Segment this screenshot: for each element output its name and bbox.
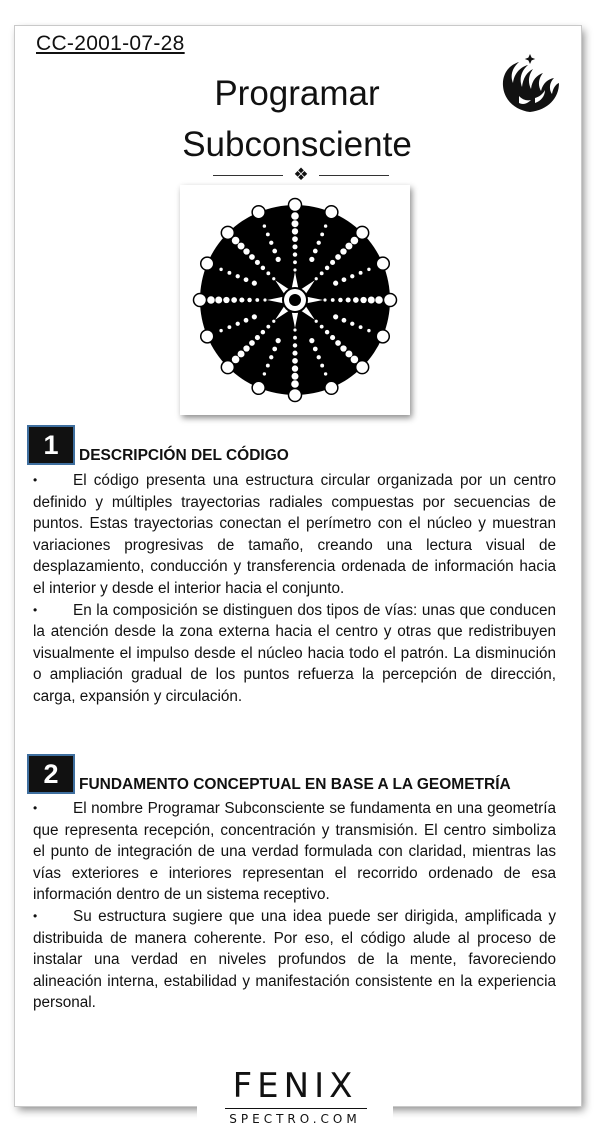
mandala-ray-dot — [236, 322, 240, 326]
section-1-body — [33, 470, 556, 708]
mandala-ray-dot — [309, 338, 314, 343]
mandala-ray-dot — [239, 297, 244, 302]
mandala-ray-dot — [325, 266, 329, 270]
mandala-ray-dot — [263, 298, 266, 301]
phoenix-logo-icon — [497, 48, 563, 118]
mandala-ray-dot — [292, 228, 298, 234]
mandala-ray-dot — [263, 224, 266, 227]
mandala-ray-dot — [292, 244, 297, 249]
mandala-ray-dot — [292, 351, 297, 356]
section-1-title: DESCRIPCIÓN DEL CÓDIGO — [79, 447, 289, 464]
mandala-ray-dot — [335, 340, 341, 346]
mandala-ray-dot — [292, 373, 299, 380]
mandala-ray-dot — [243, 345, 249, 351]
mandala-ray-dot — [340, 345, 346, 351]
mandala-ray-dot — [244, 277, 249, 282]
mandala-ray-dot — [261, 330, 265, 334]
mandala-ray-dot — [325, 330, 329, 334]
mandala-ray-dot — [272, 320, 275, 323]
mandala-ray-dot — [351, 237, 359, 245]
mandala-ray-dot — [317, 241, 321, 245]
mandala-ray-dot — [351, 356, 359, 364]
mandala-ray-dot — [238, 350, 245, 357]
mandala-rim-dot — [289, 389, 302, 402]
mandala-ray-dot — [313, 347, 318, 352]
mandala-ray-dot — [309, 257, 314, 262]
ornament-diamond-icon: ❖ — [293, 165, 309, 184]
mandala-ray-dot — [238, 243, 245, 250]
page-title-line-2: Subconsciente — [182, 125, 412, 164]
title-ornament — [213, 167, 389, 185]
mandala-ray-dot — [272, 249, 277, 254]
section-1-paragraph — [33, 470, 556, 600]
mandala-ray-dot — [272, 277, 275, 280]
mandala-rim-dot — [325, 381, 338, 394]
mandala-ray-dot — [266, 364, 270, 368]
mandala-ray-dot — [359, 271, 363, 275]
mandala-ray-dot — [269, 241, 273, 245]
mandala-ray-dot — [333, 314, 338, 319]
mandala-ray-dot — [292, 220, 299, 227]
footer-brand-domain: SPECTRO.COM — [229, 1112, 361, 1126]
mandala-rim-dot — [289, 199, 302, 212]
mandala-ray-dot — [345, 350, 352, 357]
mandala-ray-dot — [249, 340, 255, 346]
mandala-ray-dot — [223, 297, 229, 303]
mandala-rim-dot — [384, 294, 397, 307]
mandala-ray-dot — [342, 277, 347, 282]
mandala-ray-dot — [293, 260, 297, 264]
mandala-ray-dot — [276, 338, 281, 343]
mandala-ray-dot — [269, 355, 273, 359]
mandala-ray-dot — [243, 248, 249, 254]
footer-brand-rule — [225, 1108, 367, 1109]
mandala-ray-dot — [207, 296, 215, 304]
mandala-ray-dot — [293, 252, 297, 256]
mandala-ray-dot — [335, 254, 341, 260]
paragraph-text: En la composición se distinguen dos tipos de vías: unas que conducen la atención desde la zona externa hacia el centro y otras que redistribuyen visualmente el impulso desde el núcleo hacia todo el patrón. La disminución o ampliación gradual de los puntos refuerza la percepción de dirección, carga, expansión y circulación. — [33, 601, 556, 705]
mandala-ray-dot — [320, 271, 324, 275]
mandala-ray-dot — [244, 318, 249, 323]
mandala-center-dot — [289, 294, 301, 306]
mandala-ray-dot — [249, 254, 255, 260]
mandala-ray-dot — [330, 335, 335, 340]
mandala-rim-dot — [325, 206, 338, 219]
mandala-ray-dot — [324, 224, 327, 227]
mandala-ray-dot — [292, 365, 298, 371]
mandala-rim-dot — [201, 330, 214, 343]
mandala-ray-dot — [227, 271, 231, 275]
mandala-ray-dot — [375, 296, 383, 304]
mandala-rim-dot — [376, 330, 389, 343]
mandala-ray-dot — [255, 260, 260, 265]
mandala-ray-dot — [291, 380, 299, 388]
mandala-ray-dot — [247, 298, 251, 302]
mandala-ray-dot — [232, 356, 240, 364]
mandala-rim-dot — [252, 206, 265, 219]
section-2-header — [27, 754, 587, 794]
mandala-ray-dot — [350, 322, 354, 326]
mandala-ray-dot — [293, 336, 297, 340]
bullet-icon: • — [33, 801, 38, 815]
mandala-ray-dot — [345, 243, 352, 250]
section-1-paragraph — [33, 600, 556, 708]
mandala-image — [180, 185, 410, 415]
mandala-ray-dot — [340, 248, 346, 254]
mandala-ray-dot — [353, 297, 359, 303]
bullet-icon: • — [33, 602, 38, 617]
mandala-ray-dot — [252, 281, 257, 286]
mandala-ray-dot — [215, 297, 222, 304]
paragraph-text: El nombre Programar Subconsciente se fundamenta en una geometría que representa recepción, concentración y transmisión. El centro simboliza el punto de integración de una verdad formulada con claridad, mientras las vías exteriores e interiores representan el recorrido ordenado de esa información dentro de un sistema receptivo. — [33, 800, 556, 904]
mandala-ray-dot — [324, 372, 327, 375]
mandala-ray-dot — [252, 314, 257, 319]
code-id: CC-2001-07-28 — [36, 32, 185, 55]
mandala-rim-dot — [194, 294, 207, 307]
mandala-ray-dot — [266, 271, 270, 275]
mandala-rim-dot — [201, 257, 214, 270]
mandala-ray-dot — [367, 268, 370, 271]
section-2-body — [33, 798, 556, 1014]
paragraph-text: Su estructura sugiere que una idea puede ser dirigida, amplificada y distribuida de manera coherente. Por eso, el código alude al proceso de instalar una verdad en niveles profundos de la mente, favoreciendo alineación interna, estabilidad y manifestación consistente en la experiencia personal. — [33, 907, 556, 1012]
footer-brand-name: FENIX — [232, 1066, 358, 1106]
mandala-ray-dot — [320, 232, 324, 236]
mandala-ray-dot — [236, 274, 240, 278]
mandala-ray-dot — [232, 237, 240, 245]
mandala-ray-dot — [293, 343, 297, 347]
mandala-ray-dot — [219, 329, 222, 332]
mandala-ray-dot — [292, 236, 298, 242]
mandala-rim-dot — [252, 381, 265, 394]
mandala-rim-dot — [221, 226, 234, 239]
mandala-ray-dot — [317, 355, 321, 359]
mandala-ray-dot — [266, 232, 270, 236]
mandala-ray-dot — [359, 325, 363, 329]
bullet-icon: • — [33, 908, 38, 923]
mandala-ray-dot — [346, 297, 351, 302]
section-2-number-badge: 2 — [27, 754, 75, 794]
mandala-ray-dot — [263, 372, 266, 375]
mandala-rim-dot — [221, 361, 234, 374]
mandala-rim-dot — [356, 361, 369, 374]
mandala-rim-dot — [376, 257, 389, 270]
ornament-line-right — [319, 175, 389, 176]
paragraph-text: El código presenta una estructura circular organizada por un centro definido y múltiples trayectorias radiales compuestas por secuencias de puntos. Estas trayectorias conectan el perímetro con el núcleo y muestran variaciones progresivas de tamaño, creando una lectura visual de desplazamiento, conducción y transferencia ordenada de información hacia el interior y desde el interior hacia el conjunto. — [33, 472, 556, 597]
mandala-ray-dot — [330, 260, 335, 265]
mandala-ray-dot — [323, 298, 326, 301]
mandala-ray-dot — [320, 364, 324, 368]
mandala-ray-dot — [367, 329, 370, 332]
mandala-ray-dot — [261, 266, 265, 270]
bullet-icon: • — [33, 473, 38, 487]
mandala-ray-dot — [315, 277, 318, 280]
mandala-ray-dot — [360, 297, 366, 303]
mandala-ray-dot — [227, 325, 231, 329]
mandala-ray-dot — [266, 325, 270, 329]
mandala-rim-dot — [356, 226, 369, 239]
mandala-ray-dot — [331, 298, 335, 302]
mandala-ray-dot — [315, 320, 318, 323]
section-2-paragraph — [33, 798, 556, 906]
mandala-ray-dot — [293, 328, 296, 331]
page-title-line-1: Programar — [214, 74, 380, 113]
mandala-ray-dot — [276, 257, 281, 262]
mandala-ray-dot — [255, 298, 259, 302]
mandala-ray-dot — [291, 212, 299, 220]
mandala-ray-dot — [255, 335, 260, 340]
mandala-ray-dot — [313, 249, 318, 254]
mandala-ray-dot — [333, 281, 338, 286]
mandala-ray-dot — [272, 347, 277, 352]
ornament-line-left — [213, 175, 283, 176]
mandala-ray-dot — [350, 274, 354, 278]
mandala-ray-dot — [368, 297, 375, 304]
mandala-ray-dot — [293, 268, 296, 271]
mandala-svg — [180, 185, 410, 415]
section-2-paragraph — [33, 906, 556, 1014]
mandala-ray-dot — [338, 298, 342, 302]
mandala-ray-dot — [342, 318, 347, 323]
section-1-number-badge: 1 — [27, 425, 75, 465]
mandala-ray-dot — [292, 358, 298, 364]
mandala-ray-dot — [219, 268, 222, 271]
footer-brand-logo — [197, 1060, 393, 1134]
mandala-ray-dot — [320, 325, 324, 329]
section-2-title: FUNDAMENTO CONCEPTUAL EN BASE A LA GEOMETRÍA — [79, 776, 511, 793]
section-1-header — [27, 425, 587, 465]
mandala-ray-dot — [231, 297, 237, 303]
